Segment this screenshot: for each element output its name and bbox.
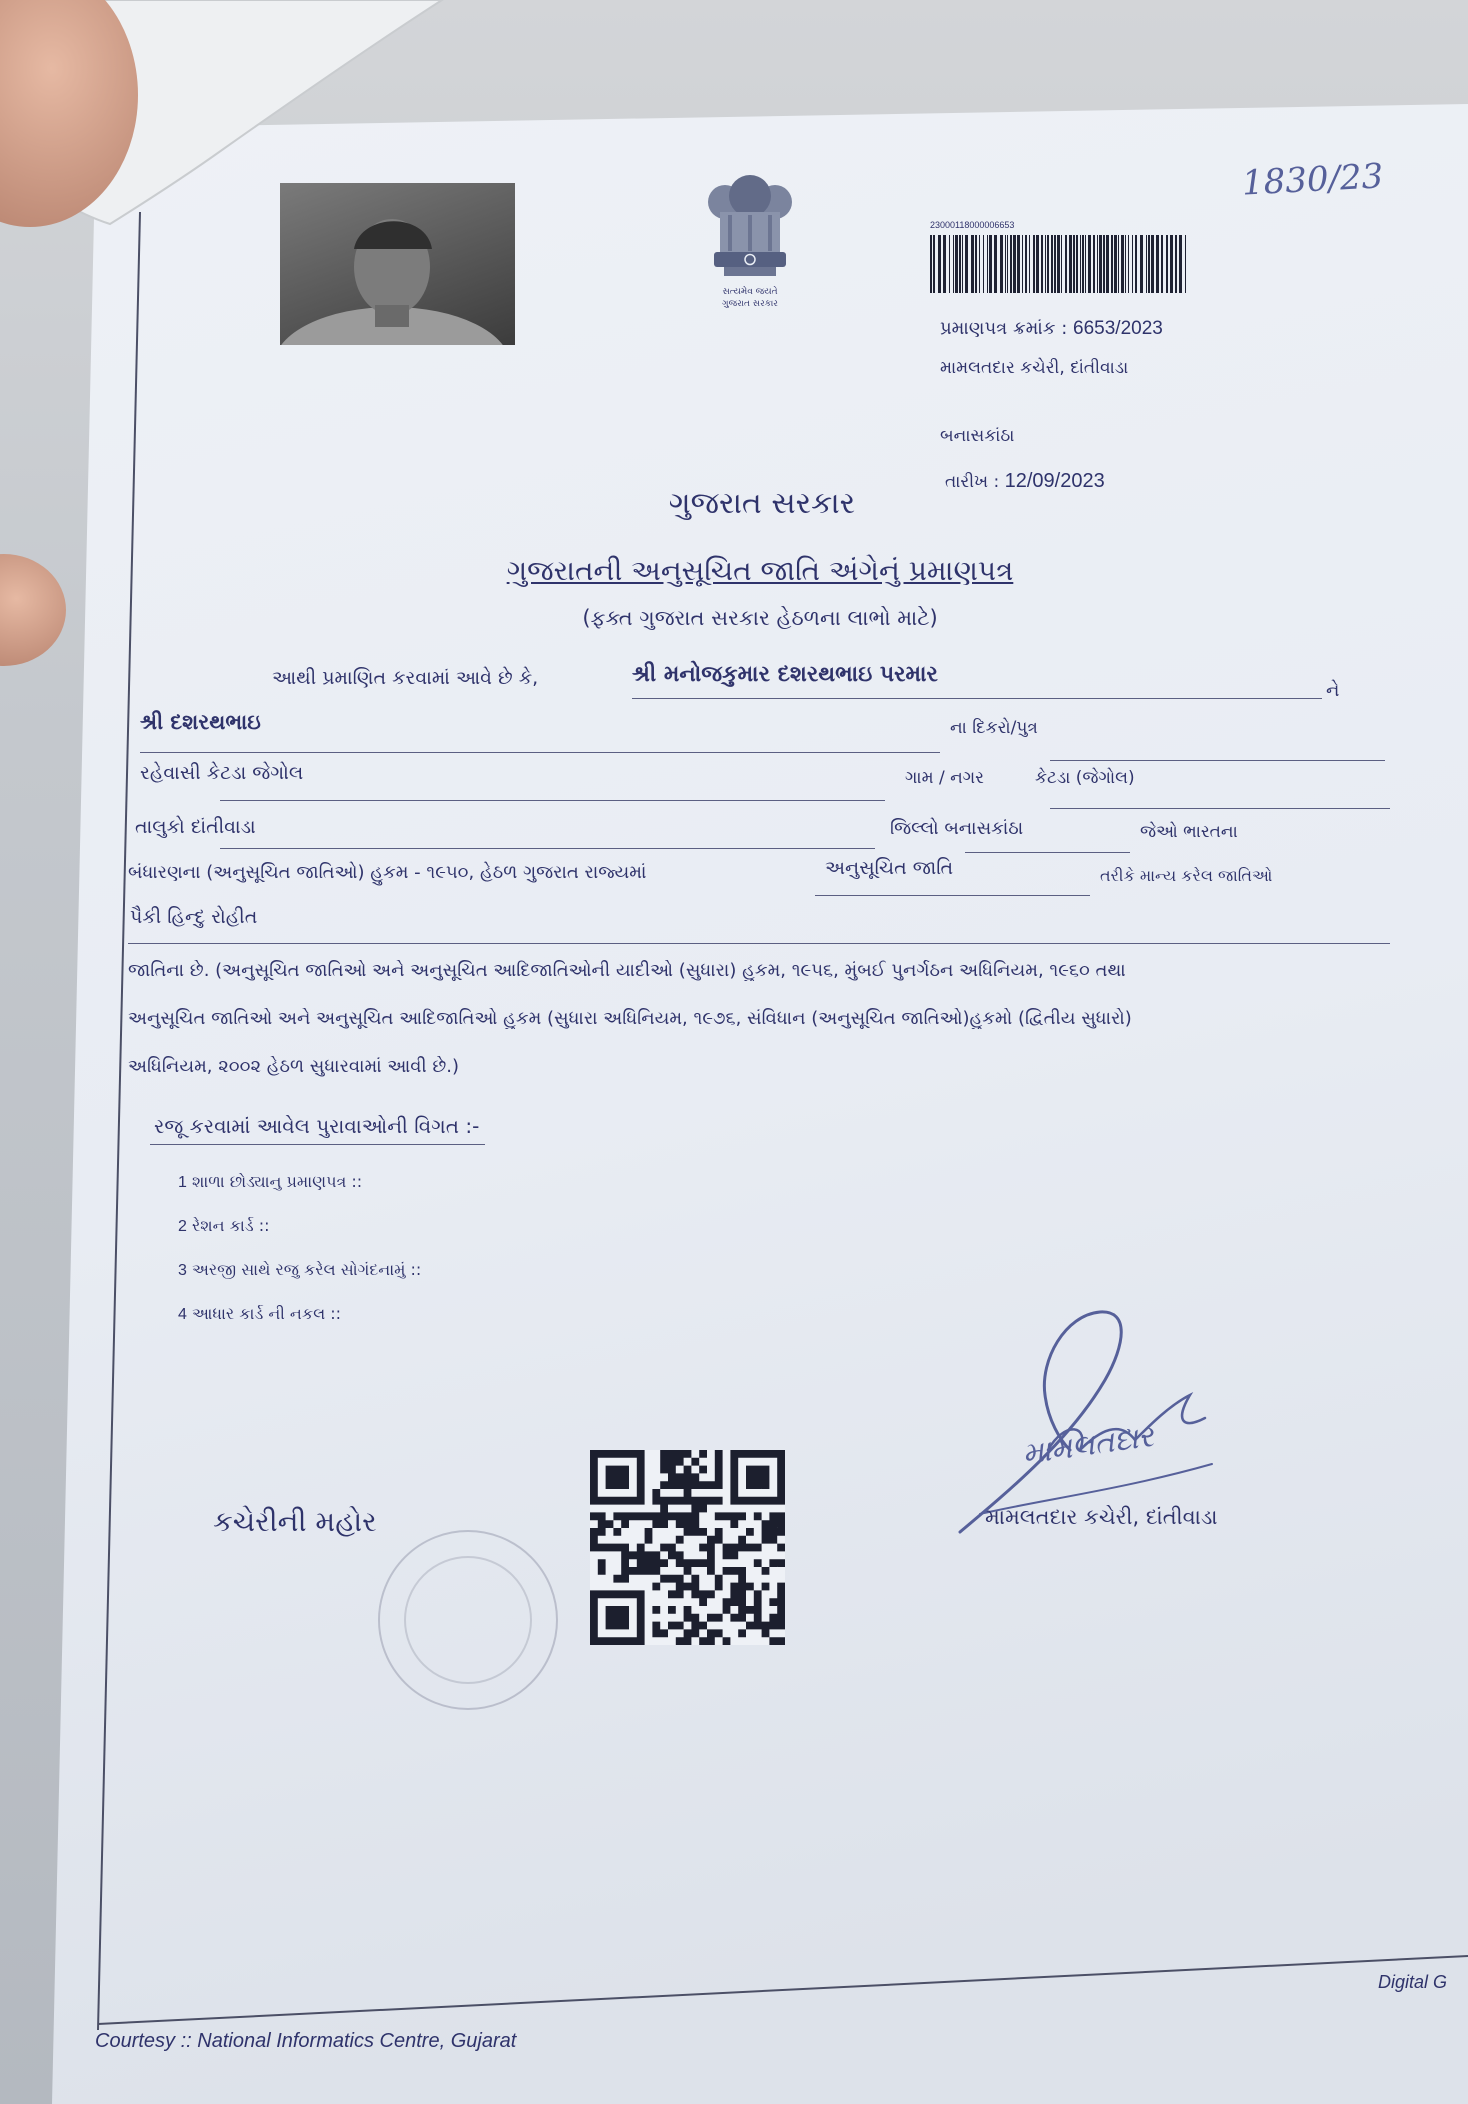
- signature-text: મામલતદાર: [1020, 1418, 1156, 1473]
- handwritten-file-number: 1830/23: [1241, 156, 1385, 204]
- constitution-order-text: બંધારણના (અનુસૂચિત જાતિઓ) હુકમ - ૧૯૫૦, હેઠળ ગુજરાત રાજ્યમાં: [128, 862, 647, 883]
- caste-name: પૈકી હિન્દુ રોહીત: [130, 906, 258, 928]
- proof-number: 4: [178, 1306, 187, 1323]
- taluka-value: દાંતીવાડા: [190, 816, 256, 838]
- fill-line: [632, 698, 1322, 699]
- applicant-photo-figure: [280, 183, 515, 345]
- village-value: કેટડા (જેગોલ): [1035, 768, 1135, 788]
- fill-line: [1050, 808, 1390, 809]
- fill-line: [1050, 760, 1385, 761]
- finger: [0, 554, 66, 666]
- district-value: બનાસકાંઠા: [944, 818, 1024, 839]
- certificate-number-row: [940, 318, 1163, 340]
- certificate-title: ગુજરાતની અનુસૂચિત જાતિ અંગેનું પ્રમાણપત્ર: [506, 554, 1014, 587]
- village-label: ગામ / નગર: [905, 768, 984, 788]
- fill-line: [140, 752, 940, 753]
- proof-item: [178, 1260, 421, 1280]
- proof-text: અરજી સાથે રજુ કરેલ સોગંદનામું ::: [192, 1260, 422, 1279]
- national-emblem-icon: [690, 160, 810, 285]
- citizen-text: જેઓ ભારતના: [1140, 822, 1238, 842]
- legal-note-line: અધિનિયમ, ૨૦૦૨ હેઠળ સુધારવામાં આવી છે.): [128, 1056, 459, 1077]
- holder-suffix: ને: [1326, 680, 1340, 701]
- caste-category: અનુસૂચિત જાતિ: [825, 857, 954, 879]
- proof-text: શાળા છોડ્યાનુ પ્રમાણપત્ર ::: [192, 1172, 363, 1191]
- father-name: શ્રી દશરથભાઇ: [140, 710, 261, 734]
- government-heading: ગુજરાત સરકાર: [668, 486, 856, 521]
- qr-code: [590, 1450, 785, 1645]
- applicant-photo: [280, 183, 515, 345]
- recognized-text: તરીકે માન્ય કરેલ જાતિઓ: [1100, 866, 1273, 885]
- resident-row: [140, 762, 303, 784]
- taluka-label: તાલુકો: [135, 816, 185, 838]
- proofs-heading: રજૂ કરવામાં આવેલ પુરાવાઓની વિગત :-: [150, 1114, 485, 1145]
- emblem-caption-line: ગુજરાત સરકાર: [722, 299, 778, 309]
- certificate-paper: [52, 104, 1468, 2104]
- relation-label: ના દિકરો/પુત્ર: [950, 718, 1038, 738]
- office-seal: [378, 1530, 558, 1710]
- courtesy-note: Courtesy :: National Informatics Centre, Gujarat: [95, 2030, 517, 2052]
- emblem-caption: [680, 286, 820, 310]
- proof-text: આધાર કાર્ડ ની નકલ ::: [192, 1304, 342, 1323]
- issuing-district: બનાસકાંઠા: [940, 426, 1015, 446]
- certificate-subtitle: (ફક્ત ગુજરાત સરકાર હેઠળના લાભો માટે): [582, 606, 938, 630]
- office-seal-inner-ring: [404, 1556, 532, 1684]
- proof-number: 2: [178, 1218, 187, 1235]
- fill-line: [128, 943, 1390, 944]
- fill-line: [220, 848, 875, 849]
- certificate-number-label: પ્રમાણપત્ર ક્રમાંક :: [940, 318, 1068, 339]
- signatory-office: મામલતદાર કચેરી, દાંતીવાડા: [985, 1505, 1218, 1529]
- office-seal-label: કચેરીની મહોર: [213, 1505, 377, 1538]
- issue-date-label: તારીખ :: [945, 472, 1000, 492]
- district-label: જિલ્લો: [890, 818, 939, 839]
- proof-number: 1: [178, 1174, 187, 1191]
- certificate-number: 6653/2023: [1073, 318, 1163, 339]
- digital-signature-note: Digital G: [1378, 1972, 1448, 1992]
- barcode-number: 23000118000006653: [930, 220, 1015, 230]
- barcode-bars: [930, 235, 1186, 293]
- proof-item: [178, 1304, 341, 1324]
- fill-line: [965, 852, 1130, 853]
- district-row: [890, 818, 1023, 839]
- resident-value: કેટડા જેગોલ: [206, 762, 304, 784]
- legal-note-line: અનુસૂચિત જાતિઓ અને અનુસૂચિત આદિજાતિઓ હુકમ (સુધારા અધિનિયમ, ૧૯૭૬, સંવિધાન (અનુસૂચિત જાતિઓ)હુકમો (દ્વિતીય સુધારો): [128, 1008, 1132, 1029]
- issue-date-row: [945, 470, 1105, 493]
- barcode: [928, 235, 1190, 293]
- proof-item: [178, 1216, 269, 1236]
- resident-label: રહેવાસી: [140, 762, 201, 784]
- fill-line: [815, 895, 1090, 896]
- proof-number: 3: [178, 1262, 187, 1279]
- proof-text: રેશન કાર્ડ ::: [192, 1216, 270, 1235]
- signature: [920, 1300, 1240, 1540]
- issue-date: 12/09/2023: [1004, 470, 1105, 492]
- holder-name: શ્રી મનોજકુમાર દશરથભાઇ પરમાર: [632, 662, 938, 687]
- certification-intro: આથી પ્રમાણિત કરવામાં આવે છે કે,: [272, 667, 539, 689]
- taluka-row: [135, 816, 256, 838]
- proof-item: [178, 1172, 362, 1192]
- issuing-office: મામલતદાર કચેરી, દાંતીવાડા: [940, 358, 1129, 378]
- emblem-caption-line: સત્યમેવ જયતે: [722, 287, 778, 297]
- legal-note-line: જાતિના છે. (અનુસૂચિત જાતિઓ અને અનુસૂચિત આદિજાતિઓની યાદીઓ (સુધારા) હુકમ, ૧૯૫૬, મુંબઈ પુનર્ગઠન અધિનિયમ, ૧૯૬૦ તથા: [128, 960, 1126, 981]
- fill-line: [220, 800, 885, 801]
